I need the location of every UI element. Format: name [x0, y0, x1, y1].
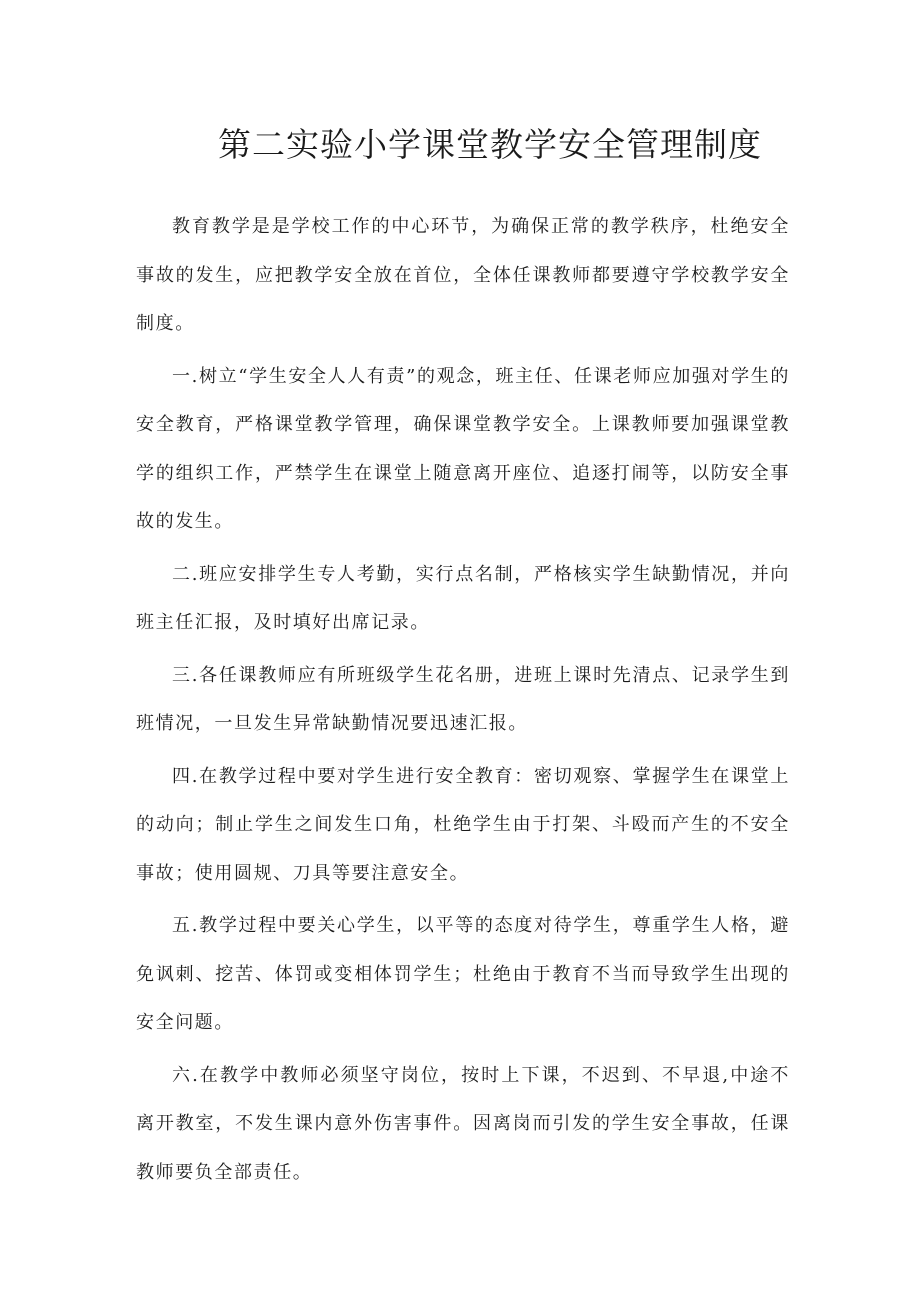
rule-paragraph-3: 三.各任课教师应有所班级学生花名册，进班上课时先清点、记录学生到班情况，一旦发生异常缺勤情况要迅速汇报。: [136, 664, 790, 734]
intro-paragraph: 教育教学是是学校工作的中心环节，为确保正常的教学秩序，杜绝安全事故的发生，应把教学安全放在首位，全体任课教师都要遵守学校教学安全制度。: [136, 216, 790, 334]
document-title: 第二实验小学课堂教学安全管理制度: [218, 125, 762, 164]
rule-paragraph-5: 五.教学过程中要关心学生，以平等的态度对待学生，尊重学生人格，避免讽刺、挖苦、体罚或变相体罚学生；杜绝由于教育不当而导致学生出现的安全问题。: [136, 915, 790, 1033]
rule-paragraph-2: 二.班应安排学生专人考勤，实行点名制，严格核实学生缺勤情况，并向班主任汇报，及时填好出席记录。: [136, 563, 790, 633]
rule-paragraph-6: 六.在教学中教师必须坚守岗位，按时上下课，不迟到、不早退,中途不离开教室，不发生课内意外伤害事件。因离岗而引发的学生安全事故，任课教师要负全部责任。: [136, 1064, 790, 1183]
rule-paragraph-1: 一.树立“学生安全人人有责”的观念，班主任、任课老师应加强对学生的安全教育，严格课堂教学管理，确保课堂教学安全。上课教师要加强课堂教学的组织工作，严禁学生在课堂上随意离开座位、追逐打闹等，以防安全事故的发生。: [136, 365, 790, 532]
rule-paragraph-4: 四.在教学过程中要对学生进行安全教育：密切观察、掌握学生在课堂上的动向；制止学生之间发生口角，杜绝学生由于打架、斗殴而产生的不安全事故；使用圆规、刀具等要注意安全。: [136, 765, 790, 884]
document-body: [136, 203, 790, 1201]
